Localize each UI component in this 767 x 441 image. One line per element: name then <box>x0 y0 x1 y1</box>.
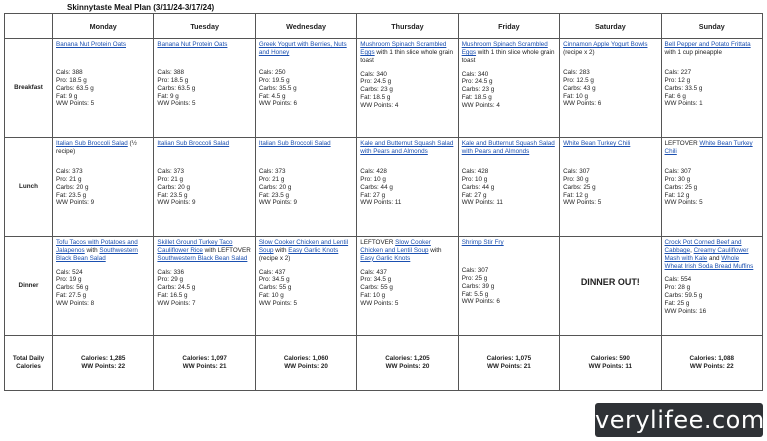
nutrition-line: Cals: 373 <box>56 168 83 175</box>
nutrition-line: Cals: 388 <box>157 69 185 76</box>
nutrition-line: Pro: 21 g <box>157 175 183 183</box>
nutrition-line: Pro: 10 g <box>461 175 488 183</box>
nutrition-line: Carbs: 20 g <box>157 183 190 191</box>
recipe-text <box>563 140 657 162</box>
nutrition-line: Pro: 21 g <box>56 175 82 183</box>
recipe-link[interactable]: Italian Sub Broccoli Salad <box>258 140 331 147</box>
nutrition-line: Pro: 28 g <box>664 284 691 292</box>
nutrition-line: Carbs: 33.5 g <box>664 84 703 92</box>
nutrition-line: WW Points: 5 <box>563 199 602 207</box>
recipe-text <box>259 239 353 263</box>
day-header: Tuesday <box>154 14 255 39</box>
recipe-note: with <box>428 246 442 254</box>
meal-cell <box>357 237 458 336</box>
nutrition-line: Pro: 24.5 g <box>360 78 392 86</box>
total-calories: Calories: 1,205 <box>385 355 430 363</box>
recipe-link[interactable]: Kale and Butternut Squash Salad with Pears and Almonds <box>461 140 555 155</box>
total-cell <box>357 336 458 391</box>
nutrition-info <box>157 168 251 207</box>
nutrition-line: Carbs: 44 g <box>360 183 393 191</box>
nutrition-line: Cals: 227 <box>664 69 692 76</box>
total-ww-points: WW Points: 22 <box>689 363 734 370</box>
nutrition-line: WW Points: 8 <box>56 300 95 308</box>
meal-cell <box>154 39 255 138</box>
nutrition-line: Cals: 336 <box>157 268 185 276</box>
day-header: Monday <box>53 14 154 39</box>
meal-cell <box>53 138 154 237</box>
nutrition-line: Pro: 18.5 g <box>157 76 189 84</box>
row-label-totals: Total Daily Calories <box>5 336 53 391</box>
nutrition-line: Fat: 9 g <box>56 92 78 100</box>
nutrition-line: Fat: 27.5 g <box>56 292 87 300</box>
nutrition-line: Carbs: 44 g <box>461 183 495 191</box>
nutrition-info <box>259 69 353 108</box>
recipe-link[interactable]: Shrimp Stir Fry <box>461 239 504 246</box>
nutrition-line: Cals: 307 <box>664 168 692 175</box>
recipe-text <box>56 239 150 263</box>
meal-row-breakfast <box>5 39 763 138</box>
total-cell <box>255 336 356 391</box>
recipe-note: with <box>273 246 289 254</box>
nutrition-line: Carbs: 63.5 g <box>56 84 94 92</box>
corner-cell <box>5 14 53 39</box>
nutrition-line: Fat: 12 g <box>664 191 690 199</box>
day-header: Friday <box>458 14 559 39</box>
row-label-lunch: Lunch <box>5 138 53 237</box>
header-row <box>5 14 763 39</box>
recipe-link[interactable]: Easy Garlic Knots <box>288 246 339 254</box>
recipe-note: with 1 cup pineapple <box>664 48 722 56</box>
meal-cell <box>458 39 559 138</box>
meal-cell <box>255 39 356 138</box>
nutrition-line: Pro: 18.5 g <box>56 76 87 84</box>
nutrition-line: Fat: 18.5 g <box>461 94 492 102</box>
recipe-link[interactable]: Southwestern Black Bean Salad <box>56 246 138 262</box>
nutrition-info <box>360 168 454 207</box>
nutrition-line: WW Points: 5 <box>664 199 703 207</box>
meal-cell <box>560 237 661 336</box>
nutrition-line: Pro: 30 g <box>664 175 691 183</box>
recipe-text <box>665 140 759 162</box>
watermark: verylifee.com <box>595 403 763 437</box>
nutrition-line: Cals: 250 <box>258 69 286 76</box>
nutrition-line: WW Points: 6 <box>258 100 297 108</box>
recipe-link[interactable]: Slow Cooker Chicken and Lentil Soup <box>258 239 349 254</box>
recipe-text <box>259 41 353 63</box>
nutrition-line: Pro: 21 g <box>258 175 285 183</box>
total-cell <box>560 336 661 391</box>
nutrition-line: WW Points: 9 <box>56 199 95 207</box>
nutrition-line: WW Points: 5 <box>56 100 95 108</box>
recipe-note: , <box>690 246 694 254</box>
nutrition-line: Cals: 340 <box>360 70 387 78</box>
nutrition-line: WW Points: 5 <box>258 300 297 308</box>
meal-cell <box>154 237 255 336</box>
nutrition-line: WW Points: 6 <box>461 298 500 306</box>
total-ww-points: WW Points: 20 <box>284 363 328 370</box>
nutrition-info <box>665 69 759 108</box>
total-calories: Calories: 1,097 <box>182 355 227 363</box>
nutrition-line: Cals: 554 <box>664 276 692 284</box>
nutrition-info <box>563 168 657 207</box>
nutrition-info <box>259 168 353 207</box>
recipe-note: LEFTOVER <box>664 140 700 147</box>
recipe-note: with LEFTOVER <box>202 246 251 254</box>
nutrition-line: Carbs: 23 g <box>360 86 393 94</box>
nutrition-line: WW Points: 1 <box>664 100 703 108</box>
recipe-link[interactable]: Italian Sub Broccoli Salad <box>56 140 128 147</box>
nutrition-line: Pro: 34.5 g <box>258 276 290 284</box>
total-ww-points: WW Points: 22 <box>81 363 126 370</box>
nutrition-info <box>56 168 150 207</box>
nutrition-line: Carbs: 55 g <box>258 284 292 292</box>
recipe-link[interactable]: Italian Sub Broccoli Salad <box>157 140 230 147</box>
nutrition-line: Fat: 23.5 g <box>258 191 289 199</box>
nutrition-line: Fat: 10 g <box>258 292 284 300</box>
recipe-text <box>563 41 657 63</box>
recipe-text <box>157 239 251 263</box>
recipe-note: with <box>84 246 100 254</box>
nutrition-line: Cals: 428 <box>360 168 387 175</box>
nutrition-line: WW Points: 11 <box>360 199 402 207</box>
nutrition-line: WW Points: 4 <box>461 102 500 110</box>
nutrition-line: Fat: 10 g <box>360 292 386 300</box>
nutrition-line: Carbs: 55 g <box>360 284 393 292</box>
recipe-link[interactable]: Banana Nut Protein Oats <box>56 41 127 48</box>
nutrition-info <box>665 168 759 207</box>
nutrition-line: Cals: 307 <box>461 267 489 274</box>
recipe-note: with 1 thin slice whole grain toast <box>461 48 555 64</box>
nutrition-line: Pro: 34.5 g <box>360 276 392 284</box>
nutrition-line: WW Points: 4 <box>360 102 399 110</box>
nutrition-line: Pro: 30 g <box>563 175 589 183</box>
meal-cell <box>661 39 762 138</box>
nutrition-line: Cals: 373 <box>157 168 185 175</box>
nutrition-line: Cals: 307 <box>563 168 590 175</box>
meal-cell <box>458 138 559 237</box>
nutrition-line: WW Points: 7 <box>157 300 196 308</box>
nutrition-line: Cals: 373 <box>258 168 286 175</box>
total-ww-points: WW Points: 20 <box>385 363 430 370</box>
recipe-text <box>462 239 556 261</box>
meal-row-dinner <box>5 237 763 336</box>
meal-cell <box>154 138 255 237</box>
nutrition-line: Cals: 428 <box>461 168 489 175</box>
day-header: Thursday <box>357 14 458 39</box>
recipe-link[interactable]: Creamy Cauliflower Mash with Kale <box>664 246 749 262</box>
meal-plan-table <box>4 13 763 391</box>
recipe-text <box>157 140 251 162</box>
recipe-link[interactable]: Southwestern Black Bean Salad <box>157 254 248 262</box>
nutrition-line: Fat: 23.5 g <box>56 191 87 199</box>
recipe-text <box>462 41 556 65</box>
meal-cell <box>357 39 458 138</box>
recipe-note: with 1 thin slice whole grain toast <box>360 48 454 64</box>
total-cell <box>154 336 255 391</box>
nutrition-info <box>665 276 759 315</box>
recipe-link[interactable]: Greek Yogurt with Berries, Nuts and Honey <box>258 41 347 56</box>
meal-cell <box>560 39 661 138</box>
recipe-link[interactable]: Kale and Butternut Squash Salad with Pears and Almonds <box>360 140 454 155</box>
nutrition-line: Cals: 340 <box>461 70 489 78</box>
total-ww-points: WW Points: 21 <box>182 363 227 370</box>
nutrition-line: Pro: 24.5 g <box>461 78 493 86</box>
nutrition-line: Carbs: 23 g <box>461 86 495 94</box>
nutrition-line: Cals: 437 <box>360 268 387 276</box>
nutrition-line: Carbs: 20 g <box>56 183 89 191</box>
recipe-note: (recipe x 2) <box>258 254 291 262</box>
nutrition-line: Fat: 18.5 g <box>360 94 391 102</box>
nutrition-line: Carbs: 39 g <box>461 282 495 290</box>
total-calories: Calories: 1,060 <box>283 355 329 363</box>
nutrition-line: Fat: 12 g <box>563 191 588 199</box>
meal-cell <box>255 237 356 336</box>
meal-cell <box>53 237 154 336</box>
nutrition-line: Cals: 524 <box>56 268 83 276</box>
nutrition-line: WW Points: 5 <box>360 300 399 308</box>
nutrition-line: WW Points: 9 <box>157 199 196 207</box>
nutrition-line: Carbs: 24.5 g <box>157 284 196 292</box>
nutrition-line: Fat: 27 g <box>461 191 487 199</box>
meal-cell <box>560 138 661 237</box>
day-header: Sunday <box>661 14 762 39</box>
recipe-link[interactable]: White Bean Turkey Chili <box>664 140 753 155</box>
recipe-note: LEFTOVER <box>360 239 396 246</box>
nutrition-line: Fat: 10 g <box>563 92 588 100</box>
total-calories: Calories: 1,285 <box>80 355 126 363</box>
nutrition-line: WW Points: 5 <box>157 100 196 108</box>
nutrition-line: WW Points: 11 <box>461 199 503 207</box>
nutrition-info <box>462 267 556 306</box>
recipe-text <box>665 41 759 63</box>
total-calories: Calories: 1,088 <box>689 355 734 363</box>
nutrition-line: Fat: 5.5 g <box>461 290 489 298</box>
recipe-link[interactable]: Mushroom Spinach Scrambled Eggs <box>461 41 548 56</box>
nutrition-line: Cals: 388 <box>56 69 83 76</box>
meal-cell <box>357 138 458 237</box>
page-title: Skinnytaste Meal Plan (3/11/24-3/17/24) <box>67 3 215 12</box>
nutrition-line: WW Points: 9 <box>258 199 297 207</box>
recipe-text <box>360 239 454 263</box>
nutrition-line: WW Points: 6 <box>563 100 602 108</box>
nutrition-line: Fat: 9 g <box>157 92 179 100</box>
nutrition-info <box>157 69 251 108</box>
nutrition-line: Cals: 283 <box>563 69 590 76</box>
nutrition-line: Carbs: 56 g <box>56 284 89 292</box>
meal-cell <box>661 138 762 237</box>
day-header: Saturday <box>560 14 661 39</box>
meal-cell <box>53 39 154 138</box>
meal-cell <box>255 138 356 237</box>
total-cell <box>53 336 154 391</box>
recipe-link[interactable]: Banana Nut Protein Oats <box>157 41 228 48</box>
total-ww-points: WW Points: 11 <box>588 363 633 370</box>
nutrition-line: Carbs: 25 g <box>664 183 698 191</box>
recipe-link[interactable]: Easy Garlic Knots <box>360 254 411 262</box>
recipe-text <box>665 239 759 270</box>
recipe-text <box>56 41 150 63</box>
recipe-link[interactable]: Bell Pepper and Potato Frittata <box>664 41 751 48</box>
nutrition-info <box>56 69 150 108</box>
total-cell <box>661 336 762 391</box>
nutrition-line: Pro: 29 g <box>157 276 183 284</box>
recipe-text <box>462 140 556 162</box>
nutrition-line: Carbs: 43 g <box>563 84 596 92</box>
total-calories: Calories: 1,075 <box>486 355 532 363</box>
recipe-text <box>259 140 353 162</box>
nutrition-info <box>157 269 251 308</box>
recipe-link[interactable]: White Bean Turkey Chili <box>563 140 631 147</box>
recipe-link[interactable]: Tofu Tacos with Potatoes and Jalapenos <box>56 239 138 254</box>
recipe-note: and <box>707 254 722 262</box>
total-ww-points: WW Points: 21 <box>487 363 531 370</box>
nutrition-line: Carbs: 59.5 g <box>664 292 703 300</box>
nutrition-info <box>563 69 657 108</box>
nutrition-line: Fat: 16.5 g <box>157 292 188 300</box>
nutrition-line: Fat: 27 g <box>360 191 386 199</box>
nutrition-info <box>360 269 454 308</box>
total-calories: Calories: 590 <box>590 355 630 363</box>
totals-row <box>5 336 763 391</box>
nutrition-line: Pro: 19 g <box>56 276 82 284</box>
meal-cell <box>458 237 559 336</box>
nutrition-line: Fat: 25 g <box>664 300 690 308</box>
nutrition-line: Fat: 4.5 g <box>258 92 286 100</box>
nutrition-info <box>56 269 150 308</box>
recipe-text <box>157 41 251 63</box>
dinner-out-label: DINNER OUT! <box>580 277 640 287</box>
total-cell <box>458 336 559 391</box>
recipe-link[interactable]: Cinnamon Apple Yogurt Bowls <box>563 41 648 48</box>
nutrition-line: Pro: 12.5 g <box>563 76 594 84</box>
meal-cell <box>661 237 762 336</box>
recipe-text <box>56 140 150 162</box>
recipe-link[interactable]: Slow Cooker Chicken and Lentil Soup <box>360 239 431 254</box>
recipe-link[interactable]: Whole Wheat Irish Soda Bread Muffins <box>664 254 754 270</box>
recipe-note: (recipe x 2) <box>563 48 595 56</box>
nutrition-info <box>259 269 353 308</box>
nutrition-line: Carbs: 20 g <box>258 183 292 191</box>
recipe-link[interactable]: Skillet Ground Turkey Taco Cauliflower Rice <box>157 239 233 254</box>
row-label-dinner: Dinner <box>5 237 53 336</box>
recipe-link[interactable]: Crock Pot Corned Beef and Cabbage <box>664 239 742 254</box>
nutrition-line: Fat: 23.5 g <box>157 191 188 199</box>
nutrition-line: Pro: 12 g <box>664 76 691 84</box>
meal-row-lunch <box>5 138 763 237</box>
nutrition-info <box>462 71 556 110</box>
nutrition-line: WW Points: 16 <box>664 307 707 315</box>
recipe-link[interactable]: Mushroom Spinach Scrambled Eggs <box>360 41 447 56</box>
recipe-note: (½ recipe) <box>56 140 137 155</box>
nutrition-line: Pro: 25 g <box>461 274 488 282</box>
nutrition-line: Carbs: 63.5 g <box>157 84 196 92</box>
row-label-breakfast: Breakfast <box>5 39 53 138</box>
nutrition-line: Fat: 6 g <box>664 92 686 100</box>
recipe-text <box>360 140 454 162</box>
day-header: Wednesday <box>255 14 356 39</box>
nutrition-line: Cals: 437 <box>258 268 286 276</box>
nutrition-line: Pro: 10 g <box>360 175 386 183</box>
recipe-text <box>360 41 454 65</box>
nutrition-line: Carbs: 25 g <box>563 183 596 191</box>
nutrition-line: Pro: 19.5 g <box>258 76 290 84</box>
nutrition-info <box>360 71 454 110</box>
nutrition-line: Carbs: 35.5 g <box>258 84 297 92</box>
nutrition-info <box>462 168 556 207</box>
